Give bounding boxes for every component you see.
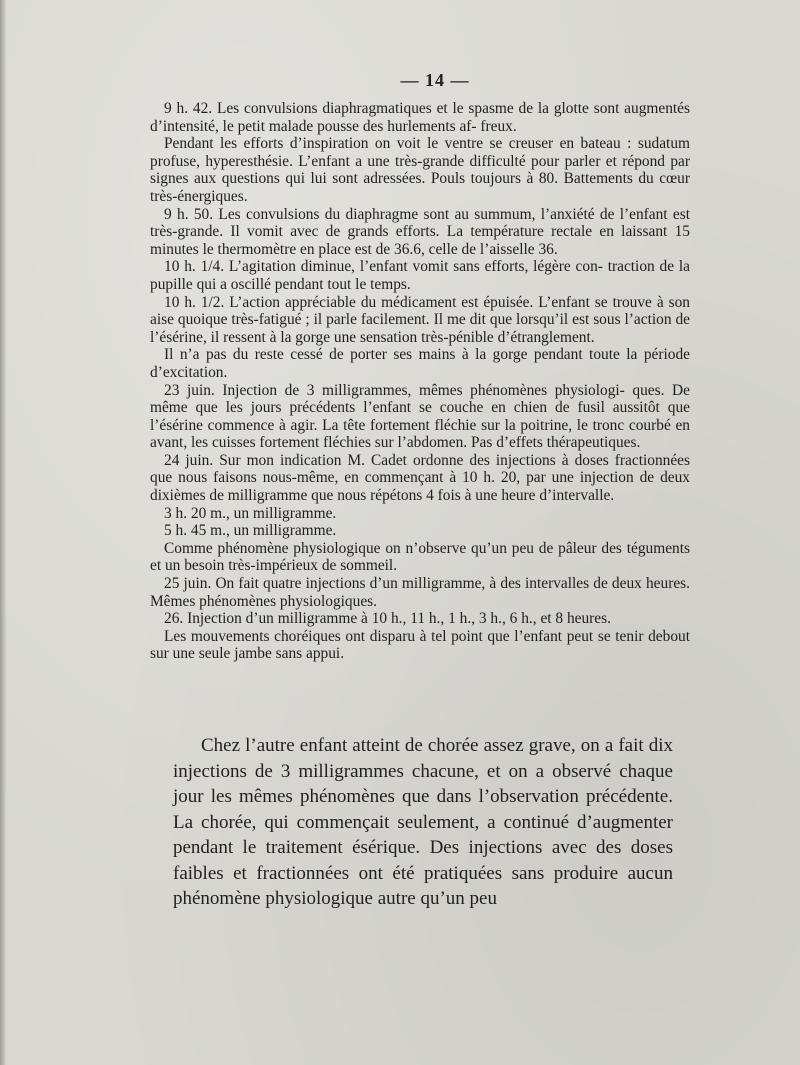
- paragraph: 24 juin. Sur mon indication M. Cadet ordonne des injections à doses fractionnées que nous faisons nous-même, en commençant à 10 h. 20, par une injection de deux dixièmes de milligramme que nous répétons 4 fois à une heure d’intervalle.: [150, 451, 690, 505]
- paragraph: Pendant les efforts d’inspiration on voit le ventre se creuser en bateau : sudatum profuse, hyperesthésie. L’enfant a une très-grande difficulté pour parler et répond par signes aux questions qui lui sont adressées. Pouls toujours à 80. Battements du cœur très-énergiques.: [150, 135, 690, 205]
- paragraph: 25 juin. On fait quatre injections d’un milligramme, à des intervalles de deux heures. Mêmes phénomènes physiologiques.: [150, 575, 690, 610]
- paragraph: 10 h. 1/2. L’action appréciable du médicament est épuisée. L’enfant se trouve à son aise quoique très-fatigué ; il parle facilement. Il me dit que lorsqu’il est sous l’action de l’ésérine, il ressent à la gorge une sensation très-pénible d’étranglement.: [150, 293, 690, 346]
- page-number: — 14 —: [400, 70, 470, 90]
- paragraph: 9 h. 50. Les convulsions du diaphragme sont au summum, l’anxiété de l’enfant est très-grande. Il vomit avec de grands efforts. La température rectale en laissant 15 minutes le thermomètre en place est de 36.6, celle de l’aisselle 36.: [150, 205, 690, 258]
- paragraph: 9 h. 42. Les convulsions diaphragmatiques et le spasme de la glotte sont augmentés d’intensité, le petit malade pousse des hurlements af- freux.: [150, 100, 690, 135]
- commentary-text: [173, 733, 673, 912]
- paragraph: Comme phénomène physiologique on n’observe qu’un peu de pâleur des téguments et un besoin très-impérieux de sommeil.: [150, 539, 690, 575]
- paragraph: Il n’a pas du reste cessé de porter ses mains à la gorge pendant toute la période d’excitation.: [150, 346, 690, 381]
- paragraph: Chez l’autre enfant atteint de chorée assez grave, on a fait dix injections de 3 milligrammes chacune, et on a observé chaque jour les mêmes phénomènes que dans l’observation précédente. La chorée, qui commençait seulement, a continué d’augmenter pendant le traitement ésérique. Des injections avec des doses faibles et fractionnées ont été pratiquées sans produire aucun phénomène physiologique autre qu’un peu: [173, 735, 673, 909]
- paragraph: 23 juin. Injection de 3 milligrammes, mêmes phénomènes physiologi- ques. De même que les jours précédents l’enfant se couche en chien de fusil aussitôt que l’ésérine commence à agir. La tête fortement fléchie sur la poitrine, le tronc courbé en avant, les cuisses fortement fléchies sur l’abdomen. Pas d’effets thérapeutiques.: [150, 381, 690, 452]
- paragraph: 5 h. 45 m., un milligramme.: [164, 522, 337, 540]
- observation-text: [150, 100, 690, 663]
- page-left-edge: [0, 0, 6, 1065]
- paragraph: 3 h. 20 m., un milligramme.: [164, 504, 337, 522]
- paragraph: Les mouvements choréiques ont disparu à tel point que l’enfant peut se tenir debout sur une seule jambe sans appui.: [150, 627, 690, 663]
- paragraph: 26. Injection d’un milligramme à 10 h., 11 h., 1 h., 3 h., 6 h., et 8 heures.: [164, 610, 611, 628]
- paragraph: 10 h. 1/4. L’agitation diminue, l’enfant vomit sans efforts, légère con- traction de la pupille qui a oscillé pendant tout le temps.: [150, 258, 690, 293]
